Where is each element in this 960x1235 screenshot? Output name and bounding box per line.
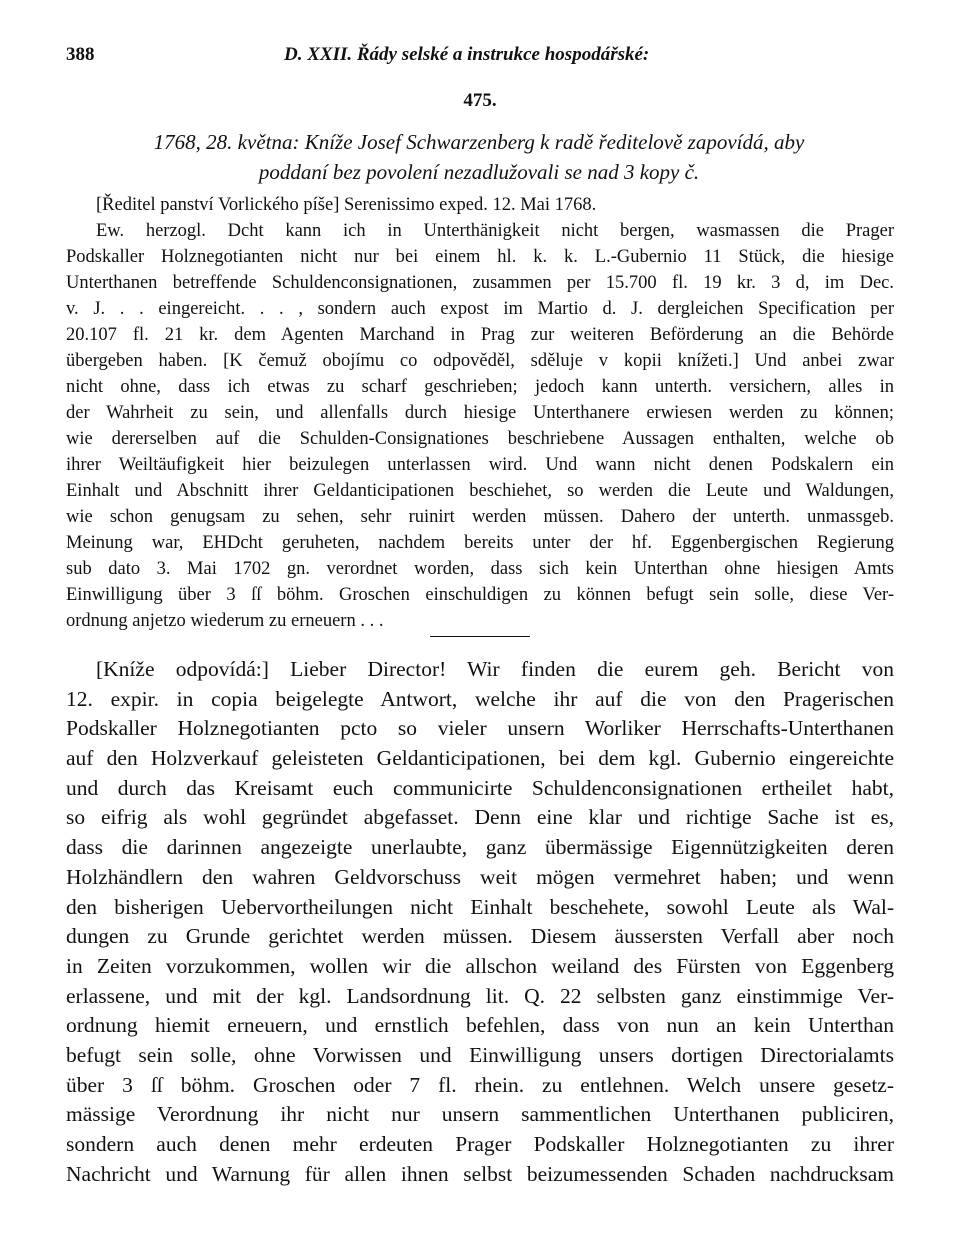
letter-line: Einhalt und Abschnitt ihrer Geldanticipationen beschiehet, so werden die Leute und Waldungen,	[66, 481, 894, 501]
heading-line: 1768, 28. května: Kníže Josef Schwarzenberg k radě ředitelově zapovídá, aby	[153, 130, 805, 154]
reply-line: Nachricht und Warnung für allen ihnen selbst beizumessenden Schaden nachdrucksam	[66, 1161, 894, 1186]
reply-line: befugt sein solle, ohne Vorwissen und Einwilligung unsers dortigen Directorialamts	[66, 1042, 894, 1067]
reply-line: [Kníže odpovídá:] Lieber Director! Wir finden die eurem geh. Bericht von	[96, 657, 894, 681]
letter-line: Einwilligung über 3 ſſ böhm. Groschen einschuldigen zu können befugt sein solle, diese Ver-	[66, 585, 894, 605]
letter-line: der Wahrheit zu sein, und allenfalls durch hiesige Unterthanere erwiesen werden zu können;	[66, 403, 894, 423]
reply-line: so eifrig als wohl gegründet abgefasset. Denn eine klar und richtige Sache ist es,	[66, 805, 894, 830]
letter-line: Ew. herzogl. Dcht kann ich in Unterthänigkeit nicht bergen, wasmassen die Prager	[96, 221, 894, 241]
letter-line: Meinung war, EHDcht geruheten, nachdem bereits unter der hf. Eggenbergischen Regierung	[66, 533, 894, 553]
reply-line: ordnung hiemit erneuern, und ernstlich befehlen, dass von nun an kein Unterthan	[66, 1013, 894, 1038]
letter-line: v. J. . . eingereicht. . . , sondern auch expost im Martio d. J. dergleichen Specification per	[66, 299, 894, 319]
letter-line: übergeben haben. [K čemuž obojímu co odpověděl, sděluje v kopii knížeti.] Und anbei zwar	[66, 351, 894, 371]
reply-line: den bisherigen Uebervortheilungen nicht Einhalt beschehete, sowohl Leute als Wal-	[66, 894, 894, 919]
letter-line: Unterthanen betreffende Schuldenconsignationen, zusammen per 15.700 fl. 19 kr. 3 d, im Dec.	[66, 273, 894, 293]
letter-line: nicht ohne, dass ich etwas zu scharf geschrieben; jedoch kann unterth. versichern, alles in	[66, 377, 894, 397]
reply-line: und durch das Kreisamt euch communicirte Schuldenconsignationen ertheilet habt,	[66, 775, 894, 800]
document-number: 475.	[463, 90, 497, 111]
letter-line: sub dato 3. Mai 1702 gn. verordnet worden, dass sich kein Unterthan ohne hiesigen Amts	[66, 559, 894, 579]
page-number: 388	[66, 44, 95, 65]
reply-line: mässige Verordnung ihr nicht nur unsern sammentlichen Unterthanen publiciren,	[66, 1102, 894, 1127]
document-heading	[84, 127, 874, 187]
reply-line: dungen zu Grunde gerichtet werden müssen. Diesem äussersten Verfall aber noch	[66, 924, 894, 949]
heading-line: poddaní bez povolení nezadlužovali se nad 3 kopy č.	[258, 160, 700, 184]
letter-line: wie dererselben auf die Schulden-Consignationes beschriebene Aussagen enthalten, welche ob	[66, 429, 894, 449]
letter-line: ihrer Weiltäufigkeit hier beizulegen unterlassen wird. Und wann nicht denen Podskalern ein	[66, 455, 894, 475]
letter-line: ordnung anjetzo wiederum zu erneuern . . .	[66, 611, 384, 631]
letter-line: 20.107 fl. 21 kr. dem Agenten Marchand in Prag zur weiteren Beförderung an die Behörde	[66, 325, 894, 345]
reply-line: Podskaller Holznegotianten pcto so vieler unsern Worliker Herrschafts-Unterthanen	[66, 716, 894, 741]
reply-line: dass die darinnen angezeigte unerlaubte, ganz übermässige Eigennützigkeiten deren	[66, 835, 894, 860]
reply-line: in Zeiten vorzukommen, wollen wir die allschon weiland des Fürsten von Eggenberg	[66, 953, 894, 978]
letter-line: [Ředitel panství Vorlického píše] Serenissimo exped. 12. Mai 1768.	[96, 195, 597, 215]
reply-line: auf den Holzverkauf geleisteten Geldanticipationen, bei dem kgl. Gubernio eingereichte	[66, 746, 894, 771]
reply-line: erlassene, und mit der kgl. Landsordnung lit. Q. 22 selbsten ganz einstimmige Ver-	[66, 983, 894, 1008]
running-header	[66, 38, 896, 68]
letter-paragraph	[66, 192, 894, 634]
running-title: D. XXII. Řády selské a instrukce hospodářské:	[284, 44, 650, 65]
reply-line: sondern auch denen mehr erdeuten Prager Podskaller Holznegotianten zu ihrer	[66, 1132, 894, 1156]
letter-line: Podskaller Holznegotianten nicht nur bei einem hl. k. k. L.-Gubernio 11 Stück, die hiesige	[66, 247, 894, 267]
reply-line: über 3 ſſ böhm. Groschen oder 7 fl. rhein. zu entlehnen. Welch unsere gesetz-	[66, 1072, 894, 1097]
reply-paragraph	[66, 655, 894, 1189]
reply-line: 12. expir. in copia beigelegte Antwort, welche ihr auf die von den Pragerischen	[66, 686, 894, 711]
section-divider	[430, 636, 530, 637]
reply-line: Holzhändlern den wahren Geldvorschuss weit mögen vermehret haben; und wenn	[66, 864, 894, 889]
letter-line: wie schon genugsam zu sehen, sehr ruinirt werden müssen. Dahero der unterth. unmassgeb.	[66, 507, 894, 527]
